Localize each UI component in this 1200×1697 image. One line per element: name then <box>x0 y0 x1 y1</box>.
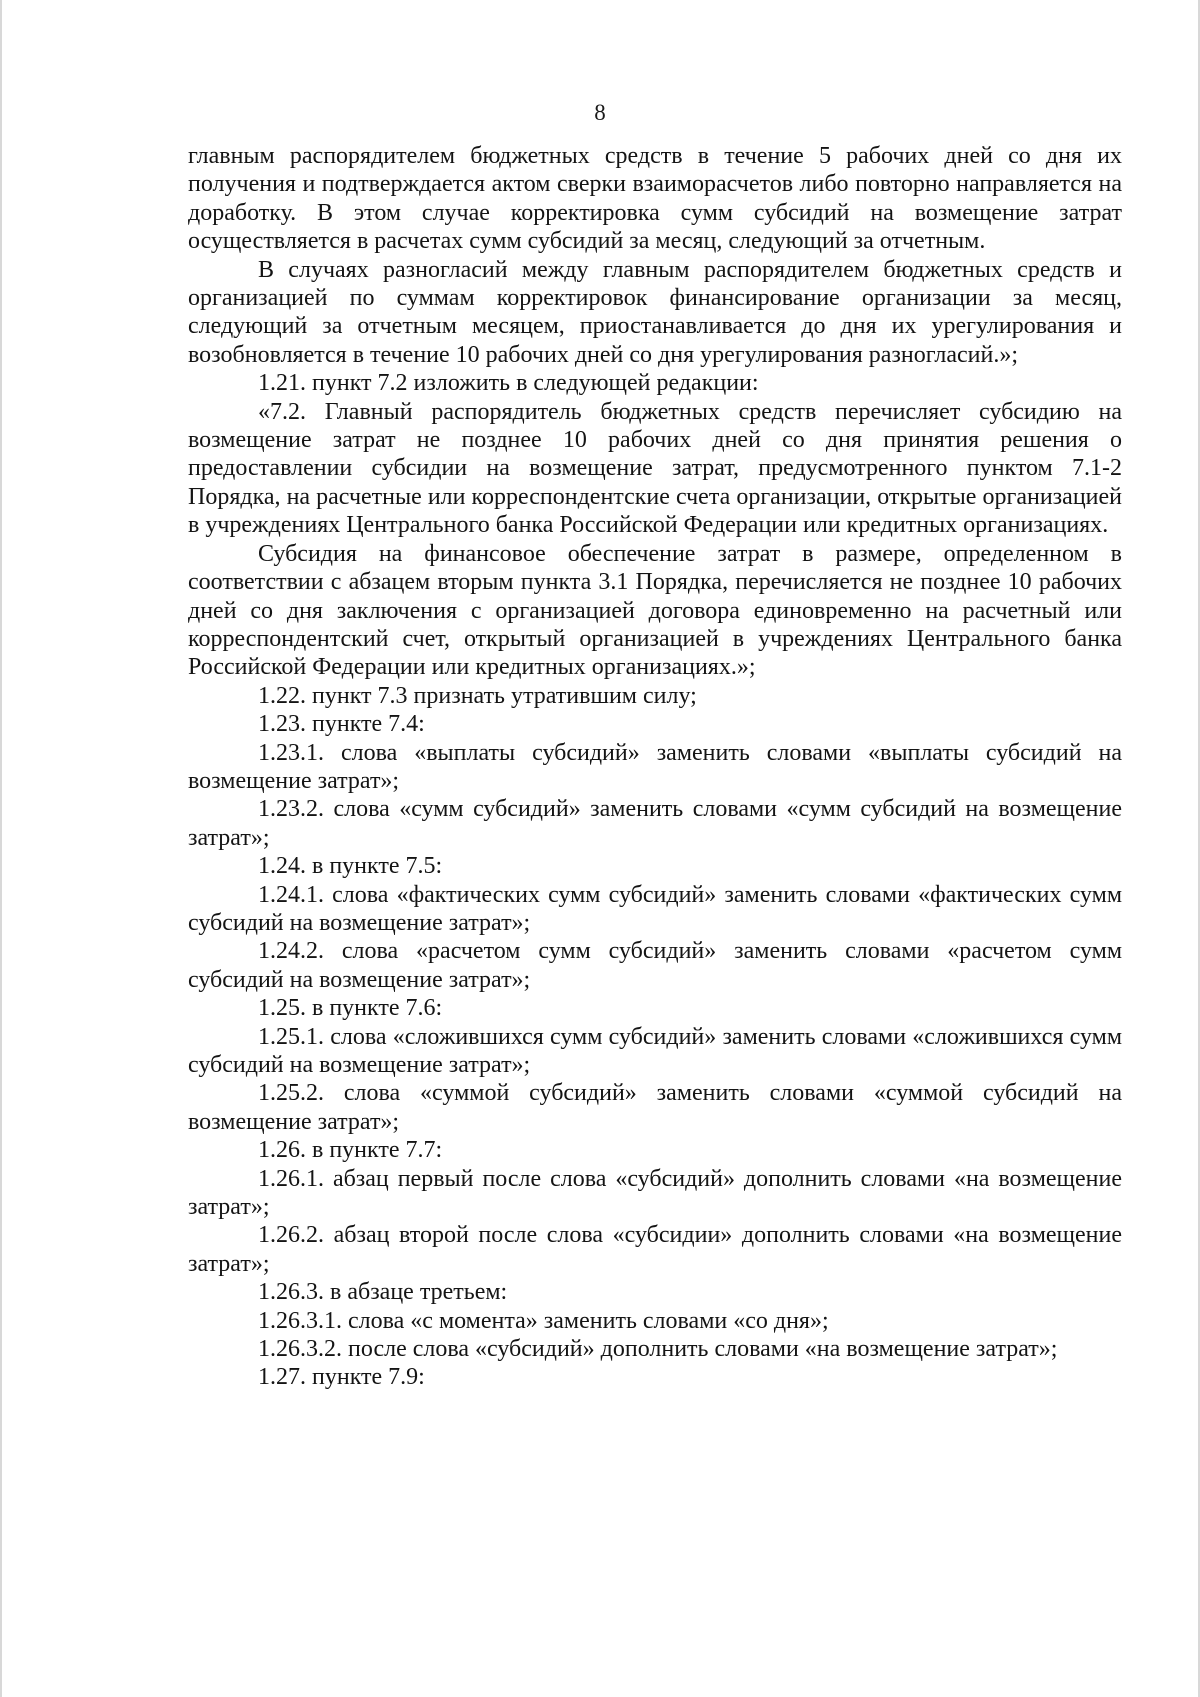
paragraph: Субсидия на финансовое обеспечение затрат в размере, определенном в соответствии с абзацем вторым пункта 3.1 Порядка, перечисляется не позднее 10 рабочих дней со дня заключения с организацией договора единовременно на расчетный или корреспондентский счет, открытый организацией в учреждениях Центрального банка Российской Федерации или кредитных организациях.»; <box>188 540 1122 681</box>
paragraph: 1.26.2. абзац второй после слова «субсидии» дополнить словами «на возмещение затрат»; <box>188 1222 1122 1277</box>
paragraph: 1.24.2. слова «расчетом сумм субсидий» заменить словами «расчетом сумм субсидий на возмещение затрат»; <box>188 938 1122 993</box>
paragraph: 1.21. пункт 7.2 изложить в следующей редакции: <box>258 370 759 397</box>
paragraph: 1.26.3.2. после слова «субсидий» дополнить словами «на возмещение затрат»; <box>258 1336 1058 1363</box>
paragraph: 1.24. в пункте 7.5: <box>258 853 443 880</box>
paragraph: 1.26.3.1. слова «с момента» заменить словами «со дня»; <box>258 1307 829 1334</box>
page-number: 8 <box>594 100 606 125</box>
paragraph: 1.26. в пункте 7.7: <box>258 1137 443 1164</box>
paragraph: 1.23.1. слова «выплаты субсидий» заменить словами «выплаты субсидий на возмещение затрат»; <box>188 739 1122 794</box>
paragraph: 1.25.2. слова «суммой субсидий» заменить словами «суммой субсидий на возмещение затрат»; <box>188 1080 1122 1135</box>
paragraph: 1.23. пункте 7.4: <box>258 711 425 738</box>
page-edge-left <box>0 0 2 1697</box>
document-body <box>188 142 1122 1392</box>
paragraph: «7.2. Главный распорядитель бюджетных средств перечисляет субсидию на возмещение затрат не позднее 10 рабочих дней со дня принятия решения о предоставлении субсидии на возмещение затрат, предусмотренного пунктом 7.1-2 Порядка, на расчетные или корреспондентские счета организации, открытые организацией в учреждениях Центрального банка Российской Федерации или кредитных организациях. <box>188 398 1122 539</box>
paragraph: 1.27. пункте 7.9: <box>258 1364 425 1391</box>
paragraph: 1.25. в пункте 7.6: <box>258 995 443 1022</box>
paragraph: 1.24.1. слова «фактических сумм субсидий» заменить словами «фактических сумм субсидий на возмещение затрат»; <box>188 881 1122 936</box>
paragraph: 1.22. пункт 7.3 признать утратившим силу; <box>258 682 697 709</box>
paragraph: 1.25.1. слова «сложившихся сумм субсидий» заменить словами «сложившихся сумм субсидий на возмещение затрат»; <box>188 1023 1122 1078</box>
paragraph-continuation: главным распорядителем бюджетных средств в течение 5 рабочих дней со дня их получения и подтверждается актом сверки взаиморасчетов либо повторно направляется на доработку. В этом случае корректировка сумм субсидий на возмещение затрат осуществляется в расчетах сумм субсидий за месяц, следующий за отчетным. <box>188 143 1122 255</box>
paragraph: 1.23.2. слова «сумм субсидий» заменить словами «сумм субсидий на возмещение затрат»; <box>188 796 1122 851</box>
paragraph: 1.26.3. в абзаце третьем: <box>258 1279 508 1306</box>
paragraph: В случаях разногласий между главным распорядителем бюджетных средств и организацией по суммам корректировок финансирование организации за месяц, следующий за отчетным месяцем, приостанавливается до дня их урегулирования и возобновляется в течение 10 рабочих дней со дня урегулирования разногласий.»; <box>188 256 1122 368</box>
paragraph: 1.26.1. абзац первый после слова «субсидий» дополнить словами «на возмещение затрат»; <box>188 1165 1122 1221</box>
